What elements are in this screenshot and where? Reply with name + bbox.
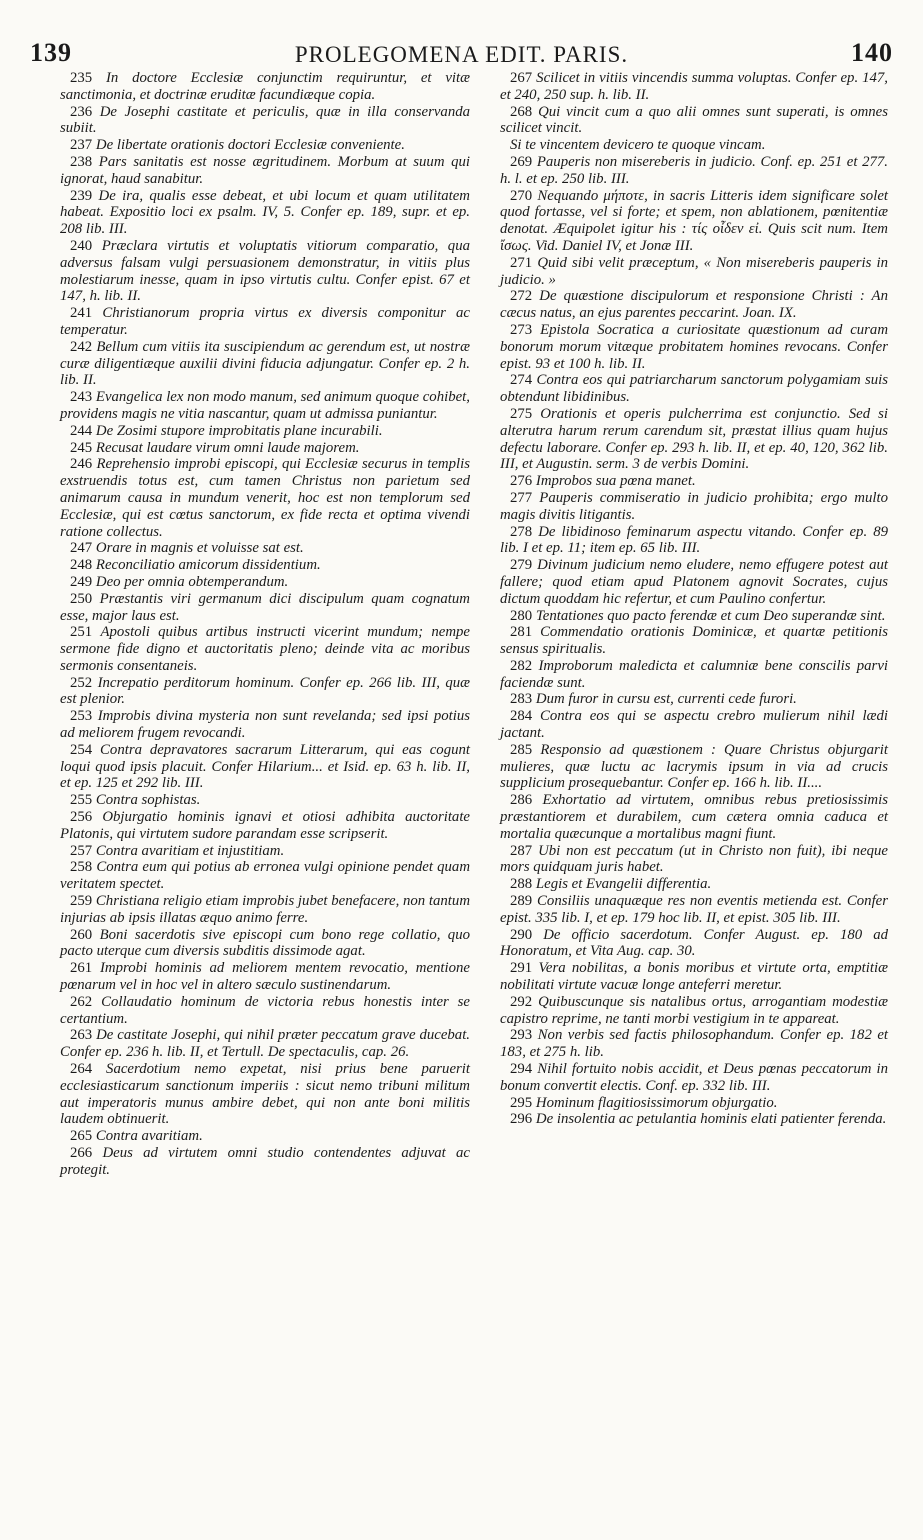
entry-text: De Josephi castitate et periculis, quæ in illa conservanda subiit. [60, 103, 471, 137]
entry-number: 247 [70, 540, 93, 557]
index-entry [60, 742, 470, 792]
index-entry [500, 893, 888, 927]
entry-number: 277 [510, 489, 533, 506]
entry-number: 253 [70, 708, 93, 725]
index-entry [60, 540, 470, 557]
entry-number: 261 [70, 960, 93, 977]
entry-text: Contra avaritiam. [95, 1128, 203, 1145]
index-entry [500, 524, 888, 558]
entry-number: 294 [510, 1061, 533, 1078]
entry-text: Responsio ad quæstionem : Quare Christus objurgarit mulieres, quæ luctu ac lacrymis ipsum in via ad crucis supplicium prosequebantur. Confer ep. 166 h. lib. II.... [500, 741, 888, 792]
running-head: PROLEGOMENA EDIT. PARIS. [294, 42, 629, 67]
entry-number: 288 [510, 876, 533, 893]
index-entry [60, 1145, 470, 1179]
entry-text: Nequando μήποτε, in sacris Litteris idem significare solet quod fortasse, vel si forte; et spem, non ablationem, pœnitentiæ denotat. Æquipolet igitur his : τίς οἶδεν εἰ. Quis scit num. Item ἴσως. Vid. Daniel IV, et Jonæ III. [500, 187, 888, 254]
entry-number: 275 [510, 405, 533, 422]
entry-number: 291 [510, 960, 533, 977]
entry-text: Præclara virtutis et voluptatis vitiorum comparatio, qua adversus falsam vulgi persuasionem demonstratur, in vitiis plus molestiarum inesse, quam in ipso virtutis cultu. Confer epist. 67 et 147, h. lib. II. [60, 237, 471, 305]
entry-text: Deo per omnia obtemperandum. [95, 573, 289, 590]
entry-number: 281 [510, 624, 533, 641]
entry-text: De ira, qualis esse debeat, et ubi locum et quam utilitatem habeat. Expositio loci ex psalm. IV, 5. Confer ep. 189, supr. et ep. 208 lib. III. [60, 187, 470, 238]
entry-number: 249 [70, 573, 93, 590]
index-entry [500, 104, 888, 138]
entry-text: Contra depravatores sacrarum Litterarum, qui eas cogunt loqui quod ipsis placuit. Confer Hilarium... et Isid. ep. 63 h. lib. II, et ep. 125 et 292 lib. III. [60, 741, 470, 792]
entry-text: Orare in magnis et voluisse sat est. [95, 540, 304, 557]
entry-text: De libidinoso feminarum aspectu vitando. Confer ep. 89 lib. I et ep. 11; item ep. 65 lib. III. [500, 523, 888, 557]
entry-number: 243 [70, 389, 93, 406]
entry-number: 266 [70, 1145, 93, 1161]
index-entry [60, 70, 470, 104]
left-column [60, 70, 470, 1179]
index-entry [500, 490, 888, 524]
index-entry [500, 372, 888, 406]
index-entry [60, 305, 470, 339]
index-entry [60, 440, 470, 457]
index-entry [500, 1061, 888, 1095]
entry-number: 239 [70, 187, 93, 204]
index-entry [500, 792, 888, 842]
entry-number: 284 [510, 708, 533, 725]
entry-text: Præstantis viri germanum dici discipulum quam cognatum esse, major laus est. [60, 590, 470, 624]
index-entry [60, 154, 470, 188]
entry-text: Epistola Socratica a curiositate quæstionum ad curam bonorum morum vitæque probitatem homines revocans. Confer epist. 93 et 100 h. lib. II. [500, 321, 888, 372]
index-entry [500, 288, 888, 322]
entry-text: Contra eum qui potius ab erronea vulgi opinione pendet quam veritatem spectet. [60, 859, 471, 893]
entry-text: Si te vincentem devicero te quoque vincam. [510, 137, 766, 154]
entry-number: 252 [70, 674, 93, 691]
entry-number: 242 [70, 338, 93, 355]
entry-text: Quid sibi velit præceptum, « Non misereberis pauperis in judicio. » [500, 254, 888, 288]
index-entry [60, 574, 470, 591]
entry-text: Improbos sua pœna manet. [535, 473, 696, 490]
index-entry [500, 188, 888, 255]
index-entry [500, 658, 888, 692]
index-entry [500, 843, 888, 877]
index-entry [500, 608, 888, 625]
entry-number: 251 [70, 624, 93, 641]
entry-number: 273 [510, 321, 533, 338]
index-entry [500, 70, 888, 104]
index-entry [60, 893, 470, 927]
entry-number: 257 [70, 842, 93, 859]
index-entry [60, 456, 470, 540]
entry-text: Ubi non est peccatum (ut in Christo non fuit), ibi neque mors quidquam juris habet. [500, 842, 888, 876]
entry-text: De castitate Josephi, qui nihil præter peccatum grave ducebat. Confer ep. 236 h. lib. II, et Tertull. De spectaculis, cap. 26. [60, 1027, 470, 1061]
index-entry [60, 591, 470, 625]
index-entry [500, 876, 888, 893]
index-entry [500, 322, 888, 372]
entry-number: 235 [70, 70, 93, 86]
index-entry [500, 154, 888, 188]
index-entry [500, 691, 888, 708]
index-entry [500, 994, 888, 1028]
entry-number: 274 [510, 372, 533, 389]
entry-text: Contra avaritiam et injustitiam. [95, 842, 285, 859]
entry-text: Legis et Evangelii differentia. [535, 876, 712, 893]
entry-number: 296 [510, 1111, 533, 1128]
entry-text: Increpatio perditorum hominum. Confer ep. 266 lib. III, quæ est plenior. [60, 674, 470, 708]
entry-text: Recusat laudare virum omni laude majorem. [95, 439, 360, 456]
index-entry [60, 557, 470, 574]
index-entry [500, 708, 888, 742]
entry-text: Objurgatio hominis ignavi et otiosi adhibita auctoritate Platonis, qui virtutem sudore parandam esse scripserit. [60, 809, 471, 842]
entry-number: 256 [70, 809, 93, 826]
entry-text: Evangelica lex non modo manum, sed animum quoque cohibet, providens magis ne vitia nascantur, quam ut admissa puniantur. [60, 389, 470, 422]
entry-text: Improbis divina mysteria non sunt revelanda; sed ipsi potius ad meliorem frugem revocandi. [60, 708, 471, 742]
entry-number: 236 [70, 103, 93, 120]
entry-text: Boni sacerdotis sive episcopi cum bono rege collatio, quo pacto uterque cum diversis subditis dissimode agat. [60, 926, 470, 960]
index-entry [500, 927, 888, 961]
entry-number: 262 [70, 993, 93, 1010]
entry-text: Orationis et operis pulcherrima est conjunctio. Sed si alterutra harum rerum carendum sit, præstat illius quam hujus defectu laborare. Confer ep. 293 h. lib. II, et ep. 40, 120, 362 lib. III, et Augustin. serm. 3 de verbis Domini. [500, 405, 889, 473]
entry-text: Sacerdotium nemo expetat, nisi prius bene paruerit ecclesiasticarum sanctionum imperiis : sicut nemo tribuni militum aut imperatoris munus ambire debet, qui non ante boni militis laudem obtinuerit. [60, 1061, 470, 1128]
entry-text: Improbi hominis ad meliorem mentem revocatio, mentione pœnarum vel in hoc vel in altero sæculo sustinendarum. [60, 960, 471, 994]
entry-number: 295 [510, 1094, 533, 1111]
entry-number: 279 [510, 557, 533, 574]
index-entry [60, 994, 470, 1028]
entry-number: 238 [70, 153, 93, 170]
entry-text: Hominum flagitiosissimorum objurgatio. [535, 1094, 778, 1111]
index-entry [500, 1095, 888, 1112]
right-page-number: 140 [850, 38, 893, 67]
index-entry [60, 104, 470, 138]
entry-text: Exhortatio ad virtutem, omnibus rebus pretiosissimis præstantiorem et durabilem, cum cætera omnia caduca et mortalia quæcunque a mortalibus magni fiunt. [500, 792, 888, 842]
entry-text: Tentationes quo pacto ferendæ et cum Deo superandæ sint. [535, 607, 886, 624]
entry-text: Qui vincit cum a quo alii omnes sunt superati, is omnes scilicet vincit. [500, 103, 888, 137]
index-entry [60, 809, 470, 843]
entry-text: Pars sanitatis est nosse ægritudinem. Morbum at suum qui ignorat, haud sanabitur. [60, 153, 471, 187]
entry-number: 287 [510, 842, 533, 859]
entry-number: 248 [70, 557, 93, 574]
index-entry [60, 389, 470, 423]
index-entry [500, 473, 888, 490]
entry-text: Reconciliatio amicorum dissidentium. [95, 557, 321, 574]
entry-number: 254 [70, 741, 93, 758]
entry-number: 282 [510, 657, 533, 674]
page-header [30, 30, 893, 68]
index-entry [60, 1027, 470, 1061]
entry-text: Nihil fortuito nobis accidit, et Deus pœnas peccatorum in bonum convertit electis. Conf. ep. 332 lib. III. [500, 1061, 888, 1094]
index-entry [60, 792, 470, 809]
entry-number: 293 [510, 1027, 533, 1044]
right-column [500, 70, 888, 1128]
entry-text: Quibuscunque sis natalibus ortus, arrogantiam modestiæ capistro reprime, ne tanti morbi vestigium in te appareat. [500, 993, 888, 1027]
entry-text: Improborum maledicta et calumniæ bene conscilis parvi faciendæ sunt. [500, 657, 888, 691]
entry-text: Christiana religio etiam improbis jubet benefacere, non tantum injurias ab ipsis illatas æquo animo ferre. [60, 893, 471, 926]
entry-text: Reprehensio improbi episcopi, qui Ecclesiæ securus in templis exstruendis totus est, cum tamen Christus non parietum sed animarum causa in mundum venerit, hoc est non templorum sed Ecclesiæ, qui est cœtus sanctorum, ex fide recta et optima vivendi ratione collectus. [60, 456, 470, 540]
entry-text: Contra eos qui patriarcharum sanctorum polygamiam suis obtendunt libidinibus. [500, 372, 889, 406]
entry-number: 292 [510, 993, 533, 1010]
entry-number: 286 [510, 792, 533, 809]
entry-text: De insolentia ac petulantia hominis elati patienter ferenda. [535, 1111, 887, 1128]
entry-number: 268 [510, 103, 533, 120]
entry-text: De quæstione discipulorum et responsione Christi : An cæcus natus, an ejus parentes peccarint. Joan. IX. [500, 288, 888, 322]
entry-text: Pauperis non misereberis in judicio. Conf. ep. 251 et 277. h. l. et ep. 250 lib. III. [500, 153, 888, 187]
entry-text: Collaudatio hominum de victoria rebus honestis inter se certantium. [60, 993, 470, 1027]
entry-number: 272 [510, 288, 533, 305]
index-entry [60, 1128, 470, 1145]
entry-number: 290 [510, 926, 533, 943]
index-entry [60, 137, 470, 154]
entry-text: Pauperis commiseratio in judicio prohibita; ergo multo magis divitis litigantis. [500, 489, 889, 523]
entry-number: 276 [510, 473, 533, 490]
index-entry [500, 557, 888, 607]
entry-number: 280 [510, 607, 533, 624]
entry-number: 260 [70, 926, 93, 943]
index-entry [60, 675, 470, 709]
entry-text: Bellum cum vitiis ita suscipiendum ac gerendum est, ut nostræ curæ diligentiæque auxilii divini fiducia adjungatur. Confer ep. 2 h. lib. II. [60, 338, 470, 389]
index-entry [500, 255, 888, 289]
entry-number: 245 [70, 439, 93, 456]
index-entry [60, 188, 470, 238]
entry-number: 270 [510, 187, 533, 204]
entry-text: De Zosimi stupore improbitatis plane incurabili. [95, 422, 383, 439]
index-entry [500, 1111, 888, 1128]
index-entry [60, 927, 470, 961]
index-entry [60, 859, 470, 893]
entry-text: Divinum judicium nemo eludere, nemo effugere potest aut fallere; quod etiam apud Platonem agnovit Socrates, cujus dictum quoddam hic refertur, et cum Paulino confertur. [500, 557, 888, 607]
left-page-number: 139 [30, 38, 72, 67]
index-entry [60, 960, 470, 994]
entry-number: 267 [510, 70, 533, 86]
index-entry [500, 960, 888, 994]
entry-text: Dum furor in cursu est, currenti cede furori. [535, 691, 797, 708]
index-entry [500, 624, 888, 658]
index-entry [60, 339, 470, 389]
entry-text: Scilicet in vitiis vincendis summa voluptas. Confer ep. 147, et 240, 250 sup. h. lib. II. [500, 70, 888, 103]
index-entry [500, 406, 888, 473]
entry-number: 278 [510, 523, 533, 540]
index-entry [60, 423, 470, 440]
entry-text: Contra eos qui se aspectu crebro mulierum nihil lædi jactant. [500, 708, 888, 742]
index-entry [60, 238, 470, 305]
index-entry [60, 624, 470, 674]
entry-text: Consiliis unaquæque res non eventis metienda est. Confer epist. 335 lib. I, et ep. 179 hoc lib. II, et epist. 305 lib. III. [500, 893, 889, 926]
index-entry [60, 843, 470, 860]
entry-number: 269 [510, 153, 533, 170]
entry-number: 255 [70, 792, 93, 809]
entry-number: 271 [510, 254, 533, 271]
entry-number: 283 [510, 691, 533, 708]
entry-number: 264 [70, 1061, 93, 1078]
entry-number: 240 [70, 237, 93, 254]
entry-text: Apostoli quibus artibus instructi vicerint mundum; nempe sermone fide digno et auctoritatis pleno; deinde vita ac moribus sermonis consentaneis. [60, 624, 470, 674]
entry-number: 265 [70, 1128, 93, 1145]
entry-text: Non verbis sed factis philosophandum. Confer ep. 182 et 183, et 275 h. lib. [500, 1027, 888, 1061]
index-entry [60, 1061, 470, 1128]
entry-number: 289 [510, 893, 533, 910]
entry-text: Contra sophistas. [95, 792, 201, 809]
entry-text: Commendatio orationis Dominicæ, et quartæ petitionis sensus spiritualis. [500, 624, 888, 658]
index-entry [60, 708, 470, 742]
entry-number: 246 [70, 456, 93, 473]
entry-text: Vera nobilitas, a bonis moribus et virtute orta, emptitiæ nobilitati virtute vacuæ longe anteferri meretur. [500, 960, 888, 994]
entry-number: 241 [70, 305, 93, 322]
entry-text: De libertate orationis doctori Ecclesiæ conveniente. [95, 137, 405, 154]
entry-number: 250 [70, 590, 93, 607]
entry-number: 285 [510, 741, 533, 758]
index-entry [500, 1027, 888, 1061]
entry-number: 259 [70, 893, 93, 910]
index-entry [500, 137, 888, 154]
entry-text: In doctore Ecclesiæ conjunctim requiruntur, et vitæ sanctimonia, et doctrinæ eruditæ facundiæque copia. [60, 70, 470, 103]
entry-text: Deus ad virtutem omni studio contendentes adjuvat ac protegit. [60, 1145, 471, 1178]
index-entry [500, 742, 888, 792]
entry-number: 244 [70, 422, 93, 439]
entry-number: 258 [70, 859, 93, 876]
entry-number: 263 [70, 1027, 93, 1044]
entry-text: De officio sacerdotum. Confer August. ep. 180 ad Honoratum, et Vita Aug. cap. 30. [500, 926, 888, 960]
entry-number: 237 [70, 137, 93, 154]
entry-text: Christianorum propria virtus ex diversis componitur ac temperatur. [60, 305, 471, 338]
